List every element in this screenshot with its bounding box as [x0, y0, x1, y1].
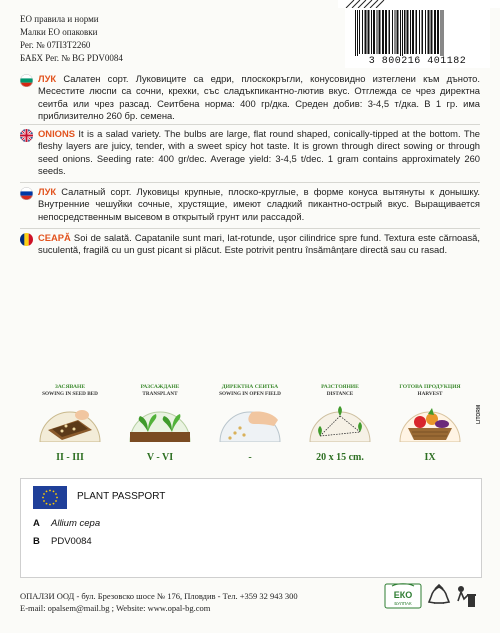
- barcode-bar: [400, 10, 401, 56]
- barcode-bar: [368, 10, 370, 54]
- step-distance: [300, 384, 380, 463]
- language-text: Салатен сорт. Луковиците са едри, плоскокръгли, конусовидно изтеглени към дъното. Месестите люспи са сочни, крехки, със сладъкпикантно-лютив вкус. Отглежда се чрез директна сеитба или чрез разсад. Сеитбена норма: 400 гр/дка. Среден добив: 3-4,5 т/дка. В 1 гр. има приблизително 260 бр. семена.: [38, 73, 480, 122]
- regulatory-line: Малки ЕО опаковки: [20, 27, 98, 37]
- barcode-bar: [379, 10, 381, 54]
- bg-flag-icon: [20, 74, 33, 87]
- language-code: ЛУК: [38, 186, 57, 197]
- barcode-bar: [428, 10, 430, 54]
- seedlings-icon: [128, 402, 192, 442]
- barcode-bar: [389, 10, 391, 54]
- company-contacts: E-mail: opalsem@mail.bg ; Website: www.opal-bg.com: [20, 602, 211, 613]
- step-label-en: HARVEST: [417, 391, 443, 397]
- hand-sowing-icon: [218, 402, 282, 442]
- step-label-en: DISTANCE: [326, 391, 354, 397]
- step-label-bg: ЗАСЯВАНЕ: [54, 384, 86, 390]
- distance-icon: [308, 402, 372, 442]
- step-direct-sowing: [210, 384, 290, 463]
- barcode-bar: [431, 10, 433, 54]
- barcode: [345, 8, 490, 68]
- step-harvest: [390, 384, 470, 463]
- barcode-bars: [353, 10, 483, 56]
- brand-label: LITORM: [476, 404, 482, 424]
- barcode-number: 3 800216 401182: [368, 56, 467, 67]
- barcode-bar: [410, 10, 411, 54]
- barcode-bar: [412, 10, 414, 54]
- language-code: CEAPĂ: [38, 232, 71, 243]
- regulatory-line: БАБХ Рег. № BG PDV0084: [20, 53, 123, 63]
- eu-flag-icon: [33, 486, 67, 509]
- step-label-en: SOWING IN SEED BED: [42, 391, 98, 397]
- barcode-bar: [441, 10, 442, 56]
- corner-stripes: [338, 0, 500, 8]
- barcode-bar: [357, 10, 358, 56]
- eko-bulpak-logo: [384, 583, 422, 609]
- barcode-bar: [404, 10, 406, 54]
- passport-key: A: [33, 518, 40, 529]
- barcode-bar: [373, 10, 375, 54]
- step-months: IX: [424, 452, 436, 463]
- description-en: [20, 128, 480, 178]
- barcode-bar: [359, 10, 360, 54]
- barcode-bar: [355, 10, 356, 56]
- ro-flag-icon: [20, 233, 33, 246]
- barcode-bar: [362, 10, 363, 54]
- step-label-en: TRANSPLANT: [142, 391, 178, 397]
- regulatory-line: ЕО правила и норми: [20, 14, 99, 24]
- barcode-bar: [434, 10, 436, 54]
- barcode-bar: [402, 10, 403, 56]
- ru-flag-icon: [20, 187, 33, 200]
- registration-code: PDV0084: [51, 536, 92, 547]
- barcode-bar: [382, 10, 384, 54]
- barcode-bar: [437, 10, 439, 54]
- divider: [20, 124, 480, 125]
- company-info: [20, 591, 298, 614]
- barcode-bar: [422, 10, 424, 54]
- step-months: II - III: [56, 452, 84, 463]
- divider: [20, 182, 480, 183]
- step-distance-value: 20 x 15 cm.: [316, 452, 364, 463]
- eko-text: ЕКО: [393, 590, 413, 600]
- dispose-bin-icon: [455, 583, 477, 609]
- regulatory-info: [20, 13, 123, 65]
- barcode-bar: [371, 10, 372, 54]
- barcode-bar: [397, 10, 399, 54]
- language-code: ЛУК: [38, 73, 57, 84]
- description-ro: [20, 232, 480, 257]
- seed-tray-icon: [38, 402, 102, 442]
- language-text: It is a salad variety. The bulbs are large, flat round shaped, conically-tipped at the bottom. The fleshy layers are juicy, tender, with a sweet spicy hot taste. It is grown through direct sowing or through seed onions. Seeding rate: 400 gr/dec. Average yield: 3-4,5 t/dec. 1 gram contains approximately 260 seeds.: [38, 128, 480, 177]
- uk-flag-icon: [20, 129, 33, 142]
- description-ru: [20, 186, 480, 223]
- barcode-bar: [385, 10, 387, 54]
- step-label-bg: РАЗСТОЯНИЕ: [321, 384, 359, 390]
- step-months: -: [248, 452, 252, 463]
- step-label-en: SOWING IN OPEN FIELD: [219, 391, 281, 397]
- barcode-bar: [419, 10, 420, 54]
- plant-passport-title: PLANT PASSPORT: [77, 491, 166, 502]
- divider: [20, 228, 480, 229]
- language-text: Soi de salată. Capatanile sunt mari, lat-rotunde, uşor cilindrice spre fund. Textura este cărnoasă, suculentă, fragilă cu un gust picant si plăcut. Este potrivit pentru însămânțare directă sau cu rasad.: [38, 232, 480, 256]
- barcode-bar: [377, 10, 378, 54]
- eko-sub-text: БУЛПАК: [394, 601, 412, 606]
- plant-passport: [20, 478, 482, 578]
- barcode-bar: [425, 10, 426, 54]
- language-text: Салатный сорт. Луковицы крупные, плоско-круглые, в форме конуса вытянуты к донышку. Внутренние чешуйки сочные, хрустящие, имеют сладкий пикантно-острый вкус. Выращивается непосредственным высевом в открытый грунт или рассадой.: [38, 186, 480, 222]
- description-bg: [20, 73, 480, 123]
- barcode-bar: [407, 10, 409, 54]
- barcode-bar: [443, 10, 444, 56]
- step-label-bg: ДИРЕКТНА СЕИТБА: [221, 384, 279, 390]
- regulatory-line: Рег. № 07ПЗТ2260: [20, 40, 91, 50]
- step-transplant: [120, 384, 200, 463]
- step-sowing-seed-bed: [30, 384, 110, 463]
- step-months: V - VI: [146, 452, 174, 463]
- step-label-bg: РАЗСАЖДАНЕ: [140, 384, 180, 390]
- passport-key: B: [33, 536, 40, 547]
- language-code: ONIONS: [38, 128, 75, 139]
- botanical-name: Allium cepa: [51, 518, 101, 529]
- barcode-bar: [395, 10, 396, 54]
- growing-calendar: [20, 384, 480, 474]
- barcode-bar: [365, 10, 367, 54]
- recycle-icon: [427, 583, 451, 609]
- passport-row-b: [33, 536, 92, 547]
- step-label-bg: ГОТОВА ПРОДУКЦИЯ: [399, 384, 461, 390]
- barcode-bar: [416, 10, 418, 54]
- harvest-basket-icon: [398, 402, 462, 442]
- passport-row-a: [33, 518, 100, 529]
- barcode-bar: [392, 10, 393, 54]
- company-address: ОПАЛЗИ ООД - бул. Брезовско шосе № 176, Пловдив - Тел. +359 32 943 300: [20, 591, 298, 601]
